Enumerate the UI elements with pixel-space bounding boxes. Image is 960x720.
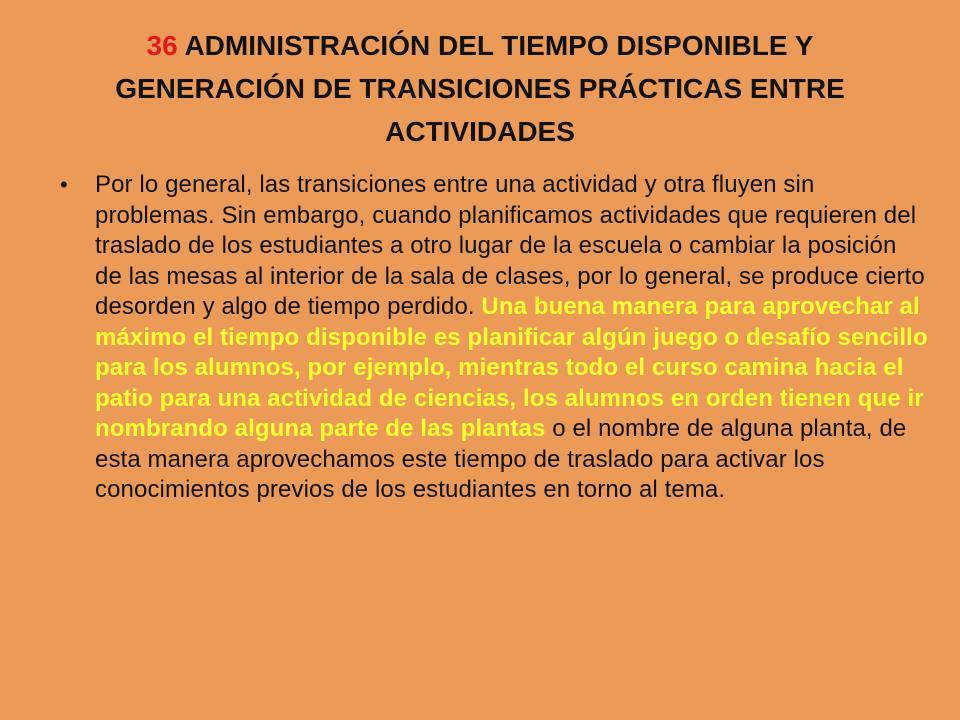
paragraph-text-before: Por lo general, las transiciones entre una actividad y otra fluyen sin problemas. Sin embargo, cuando planificamos actividades que requieren del traslado de los estudiantes a otro lugar de la escuela o cambiar la posición de las mesas al interior de la sala de clases, por lo general, se produce cierto desorden y algo de tiempo perdido. [95,171,925,320]
bullet-icon: • [60,172,68,197]
title-text: ADMINISTRACIÓN DEL TIEMPO DISPONIBLE Y GENERACIÓN DE TRANSICIONES PRÁCTICAS ENTRE ACTIVIDADES [115,30,845,147]
paragraph-text-after: o el nombre de alguna planta, de esta manera aprovechamos este tiempo de traslado para activar los conocimientos previos de los estudiantes en torno al tema. [95,415,907,503]
bullet-list [60,170,930,506]
slide-number: 36 [146,30,185,61]
slide-title [60,24,900,153]
highlighted-text: Una buena manera para aprovechar al máximo el tiempo disponible es planificar algún juego o desafío sencillo para los alumnos, por ejemplo, mientras todo el curso camina hacia el patio para una actividad de ciencias, los alumnos en orden tienen que ir nombrando alguna parte de las plantas [95,293,928,442]
bullet-item [60,170,930,506]
